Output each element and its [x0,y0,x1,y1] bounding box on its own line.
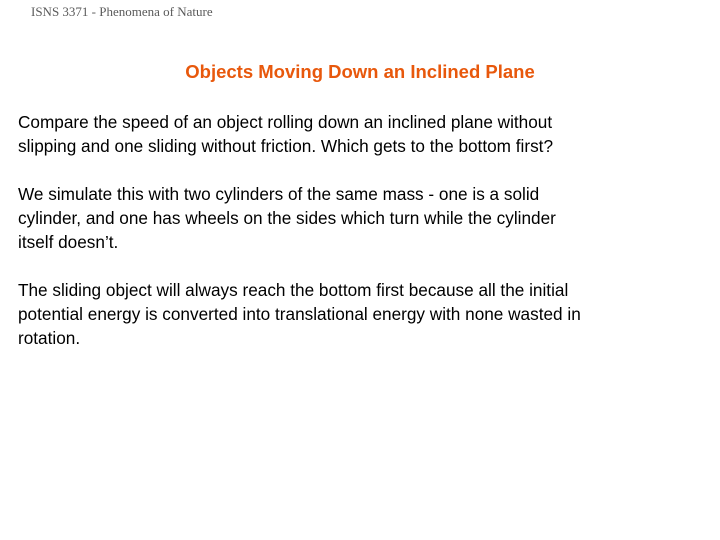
course-header: ISNS 3371 - Phenomena of Nature [31,4,213,19]
paragraph-question [18,110,708,158]
paragraph-line: We simulate this with two cylinders of the same mass - one is a solid [18,184,540,204]
paragraph-line: rotation. [18,328,81,348]
slide-body [18,110,708,374]
paragraph-simulation [18,182,708,254]
paragraph-answer [18,278,708,350]
paragraph-line: potential energy is converted into translational energy with none wasted in [18,304,581,324]
slide-title: Objects Moving Down an Inclined Plane [185,61,535,82]
paragraph-line: slipping and one sliding without friction. Which gets to the bottom first? [18,136,554,156]
paragraph-line: The sliding object will always reach the bottom first because all the initial [18,280,569,300]
paragraph-line: Compare the speed of an object rolling down an inclined plane without [18,112,553,132]
paragraph-line: itself doesn’t. [18,232,119,252]
paragraph-line: cylinder, and one has wheels on the sides which turn while the cylinder [18,208,556,228]
